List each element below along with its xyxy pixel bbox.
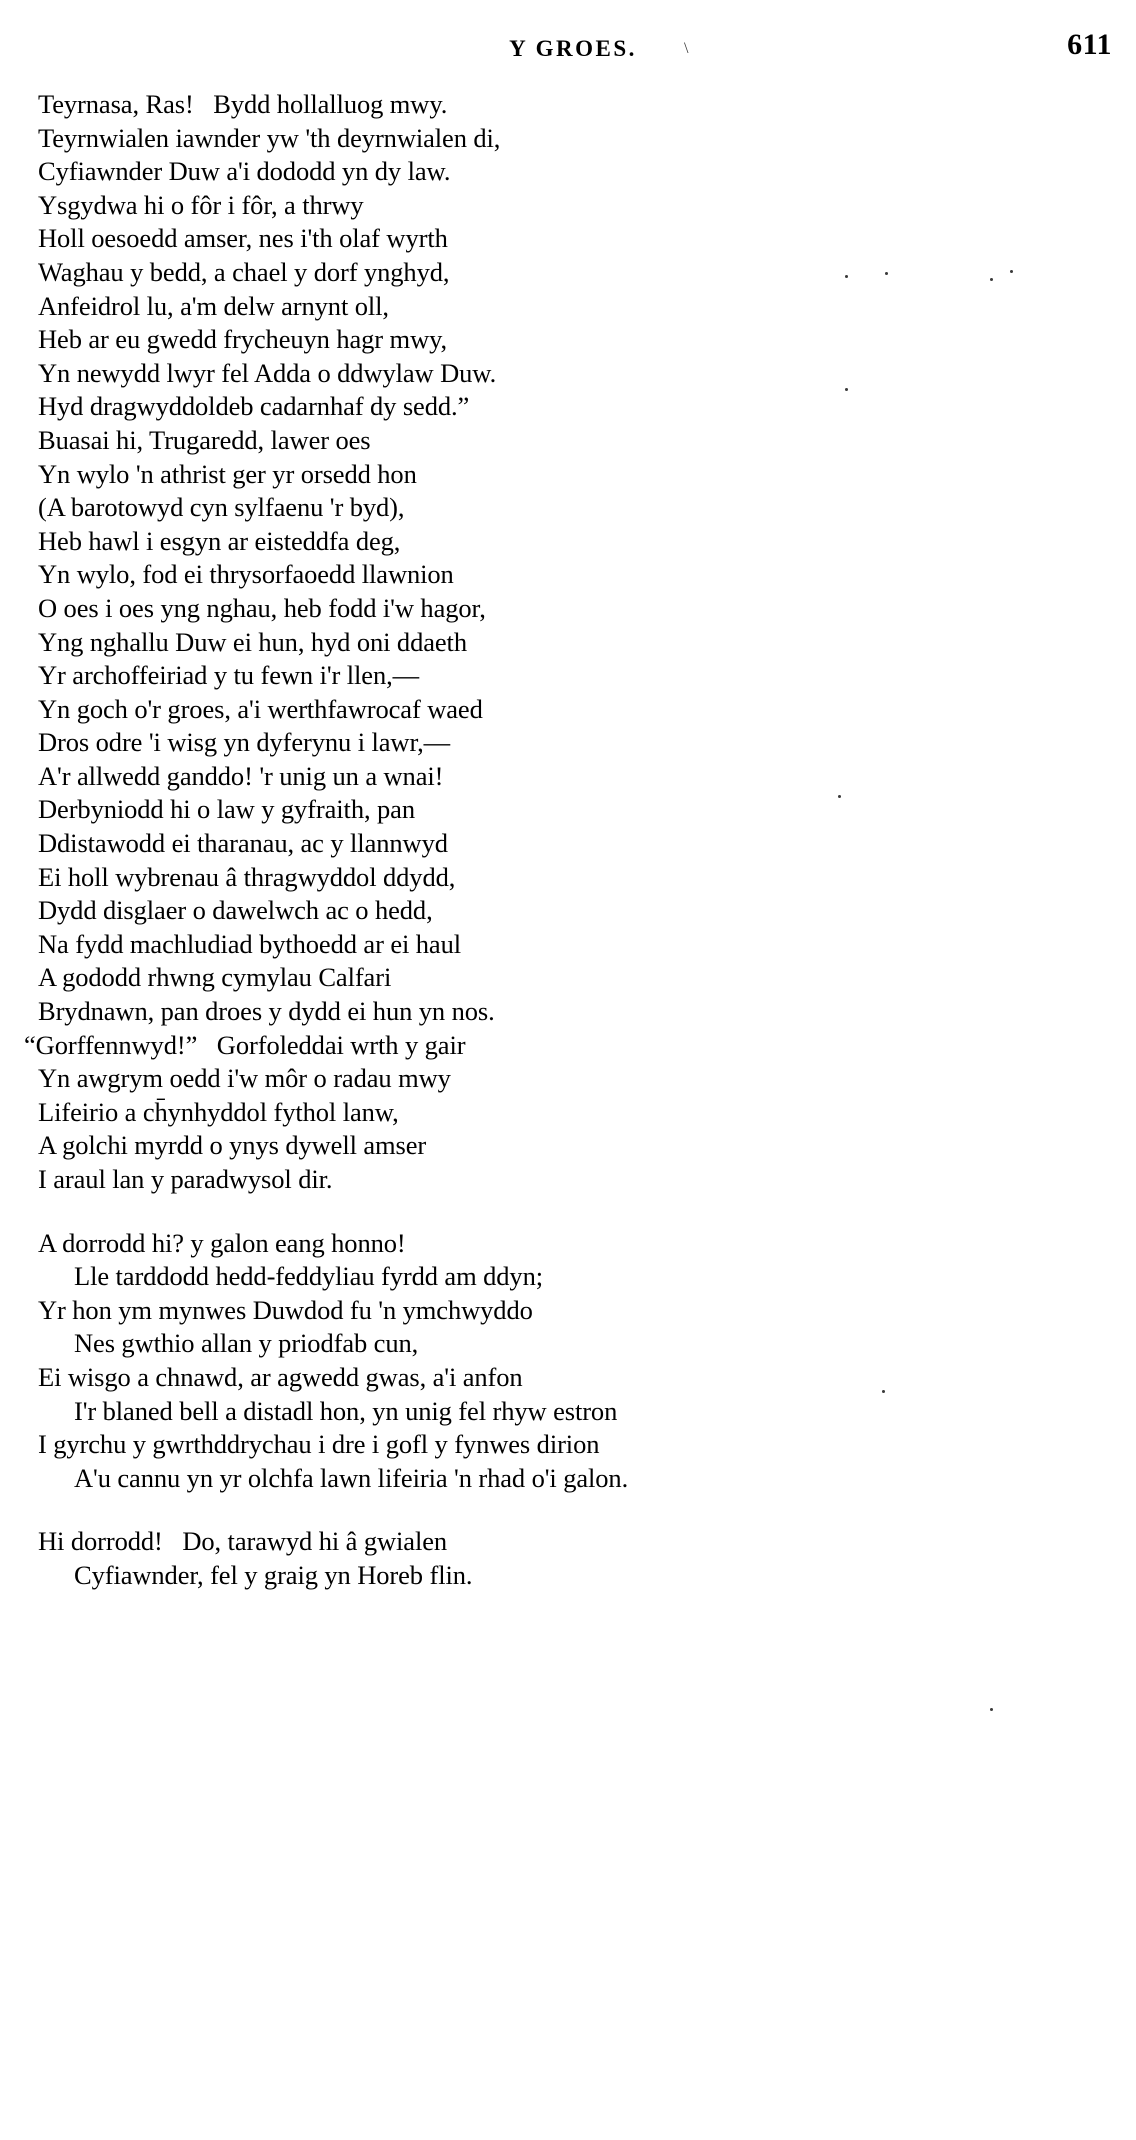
poem-line: A'u cannu yn yr olchfa lawn lifeiria 'n rhad o'i galon. (74, 1462, 629, 1493)
poem-line: Yn wylo, fod ei thrysorfaoedd llawnion (38, 559, 454, 590)
poem-line: A'r allwedd ganddo! 'r unig un a wnai! (38, 760, 444, 791)
poem-line: Yr hon ym mynwes Duwdod fu 'n ymchwyddo (38, 1294, 533, 1325)
poem-stanza (38, 1525, 1106, 1592)
poem-line: Anfeidrol lu, a'm delw arnynt oll, (38, 290, 389, 321)
running-head-title: Y GROES. (509, 36, 637, 61)
poem-line: Derbyniodd hi o law y gyfraith, pan (38, 794, 415, 825)
poem-line: “Gorffennwyd!” Gorfoleddai wrth y gair (24, 1029, 466, 1060)
poem-line: A gododd rhwng cymylau Calfari (38, 962, 392, 993)
print-speck (990, 1708, 993, 1711)
poem-line: Yr archoffeiriad y tu fewn i'r llen,— (38, 660, 420, 691)
poem-line: Teyrnwialen iawnder yw 'th deyrnwialen di, (38, 122, 501, 153)
poem-line: Nes gwthio allan y priodfab cun, (74, 1328, 419, 1359)
poem-stanza (38, 1227, 1106, 1496)
poem-line: Holl oesoedd amser, nes i'th olaf wyrth (38, 223, 448, 254)
poem-line: Dydd disglaer o dawelwch ac o hedd, (38, 895, 433, 926)
page-header (0, 0, 1136, 70)
poem-line: Yn goch o'r groes, a'i werthfawrocaf waed (38, 693, 483, 724)
poem-line: (A barotowyd cyn sylfaenu 'r byd), (38, 492, 405, 523)
print-speck (1010, 270, 1013, 273)
poem-line: Lifeirio a ch̄ynhyddol fythol lanw, (38, 1096, 399, 1127)
poem-line: Cyfiawnder, fel y graig yn Horeb flin. (74, 1559, 473, 1590)
poem-line: Teyrnasa, Ras! Bydd hollalluog mwy. (38, 89, 448, 119)
poem-line: Na fydd machludiad bythoedd ar ei haul (38, 928, 462, 959)
poem-line: I'r blaned bell a distadl hon, yn unig fel rhyw estron (74, 1395, 618, 1426)
poem-stanza (24, 88, 1106, 1197)
poem-line: Hyd dragwyddoldeb cadarnhaf dy sedd.” (38, 391, 470, 422)
print-speck (845, 275, 848, 278)
poem-line: Cyfiawnder Duw a'i dododd yn dy law. (38, 156, 451, 187)
print-speck (990, 278, 993, 281)
print-speck (838, 795, 841, 798)
poem-line: O oes i oes yng nghau, heb fodd i'w hagor, (38, 592, 486, 623)
poem-line: Yn newydd lwyr fel Adda o ddwylaw Duw. (38, 357, 497, 388)
poem-line: Lle tarddodd hedd-feddyliau fyrdd am ddyn; (74, 1261, 543, 1292)
poem-line: Buasai hi, Trugaredd, lawer oes (38, 424, 371, 455)
poem-line: Heb ar eu gwedd frycheuyn hagr mwy, (38, 324, 448, 355)
poem-line: A dorrodd hi? y galon eang honno! (38, 1227, 406, 1258)
print-speck (845, 388, 848, 391)
poem-line: Yng nghallu Duw ei hun, hyd oni ddaeth (38, 626, 467, 657)
poem-line: A golchi myrdd o ynys dywell amser (38, 1130, 427, 1161)
poem-line: Ei wisgo a chnawd, ar agwedd gwas, a'i anfon (38, 1361, 523, 1392)
poem-body (0, 70, 1136, 1593)
poem-line: Heb hawl i esgyn ar eisteddfa deg, (38, 525, 401, 556)
poem-line: Ysgydwa hi o fôr i fôr, a thrwy (38, 189, 364, 220)
print-speck (885, 272, 888, 275)
page-number: 611 (1067, 28, 1112, 61)
margin-mark: \ (684, 40, 689, 57)
poem-line: I gyrchu y gwrthddrychau i dre i gofl y fynwes dirion (38, 1429, 600, 1460)
poem-line: I araul lan y paradwysol dir. (38, 1164, 333, 1194)
poem-line: Yn wylo 'n athrist ger yr orsedd hon (38, 458, 417, 489)
poem-line: Yn awgrym oedd i'w môr o radau mwy (38, 1063, 451, 1094)
poem-line: Brydnawn, pan droes y dydd ei hun yn nos. (38, 996, 495, 1027)
poem-line: Hi dorrodd! Do, tarawyd hi â gwialen (38, 1526, 448, 1557)
print-speck (882, 1390, 885, 1393)
poem-line: Ddistawodd ei tharanau, ac y llannwyd (38, 828, 448, 859)
poem-line: Waghau y bedd, a chael y dorf ynghyd, (38, 256, 450, 287)
poem-line: Ei holl wybrenau â thragwyddol ddydd, (38, 861, 456, 892)
poem-line: Dros odre 'i wisg yn dyferynu i lawr,— (38, 727, 451, 758)
